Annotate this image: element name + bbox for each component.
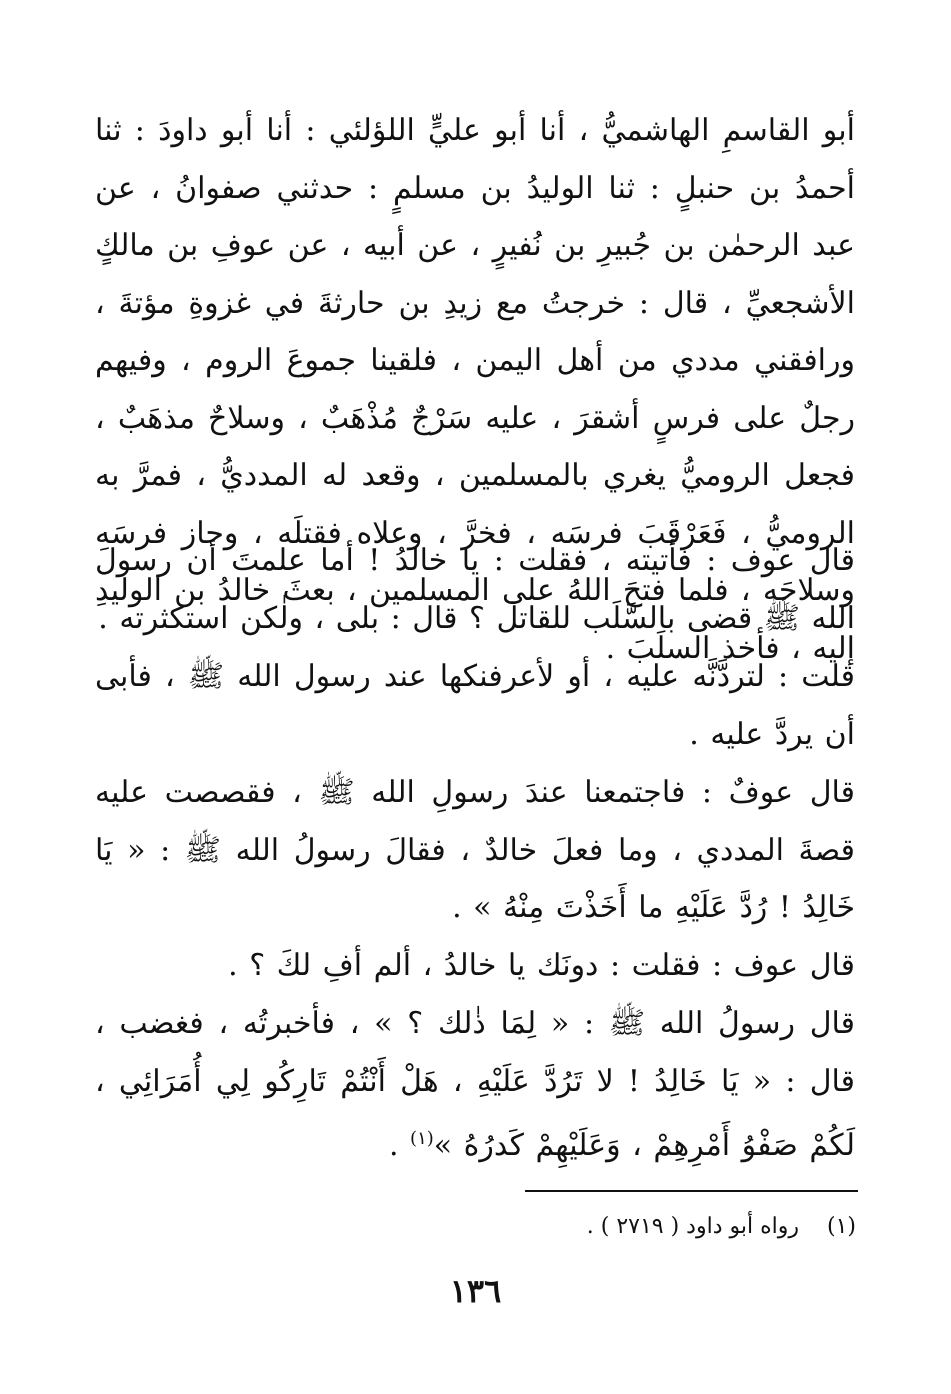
paragraph-5: قال عوف : فقلت : دونَك يا خالدُ ، ألم أفِ لكَ ؟ . bbox=[228, 948, 855, 983]
paragraph-6 bbox=[95, 995, 855, 1175]
paragraph-6-text: قال رسولُ الله ﷺ : « لِمَا ذٰلك ؟ » ، فأخبرتُه ، فغضب ، قال : « يَا خَالِدُ ! لا تَرُدَّ عَلَيْهِ ، هَلْ أَنْتُمْ تَارِكُو لِي أُمَرَائِي ، لَكُمْ صَفْوُ أَمْرِهِمْ ، وَعَلَيْهِمْ كَدرُهُ » bbox=[95, 1006, 855, 1163]
page-number: ١٣٦ bbox=[449, 1272, 502, 1310]
footnote bbox=[356, 1212, 856, 1242]
paragraph-2: قال عوف : فأتيته ، فقلت : يا خالدُ ! أما علمتَ أن رسولَ الله ﷺ قضى بالسَّلَب للقاتل ؟ قال : بلى ، ولٰكن استكثرته . bbox=[95, 543, 855, 636]
footnote-reference[interactable]: (١) bbox=[410, 1128, 434, 1149]
footnote-divider bbox=[525, 1190, 858, 1192]
footnote-text: رواه أبو داود ( ٢٧١٩ ) . bbox=[586, 1214, 799, 1239]
paragraph-3: قلت : لتردَّنَّه عليه ، أو لأعرفنكها عند رسول الله ﷺ ، فأبى أن يردَّ عليه . bbox=[95, 659, 855, 752]
paragraph-6-tail: . bbox=[388, 1128, 411, 1163]
paragraph-4: قال عوفٌ : فاجتمعنا عندَ رسولِ الله ﷺ ، فقصصت عليه قصةَ المددي ، وما فعلَ خالدٌ ، فقالَ رسولُ الله ﷺ : « يَا خَالِدُ ! رُدَّ عَلَيْهِ ما أَخَذْتَ مِنْهُ » . bbox=[95, 775, 855, 925]
footnote-number: (١) bbox=[826, 1214, 856, 1239]
paragraph-1: أبو القاسمِ الهاشميُّ ، أنا أبو عليٍّ اللؤلئي : أنا أبو داودَ : ثنا أحمدُ بن حنبلٍ : ثنا الوليدُ بن مسلمٍ : حدثني صفوانُ ، عن عبد الرحمٰن بن جُبيرِ بن نُفيرٍ ، عن أبيه ، عن عوفِ بن مالكٍ الأشجعيِّ ، قال : خرجتُ مع زيدِ بن حارثةَ في غزوةِ مؤتةَ ، ورافقني مددي من أهل اليمن ، فلقينا جموعَ الروم ، وفيهم رجلٌ على فرسٍ أشقرَ ، عليه سَرْجٌ مُذْهَبٌ ، وسلاحٌ مذهَبٌ ، فجعل الروميُّ يغري بالمسلمين ، وقعد له المدديُّ ، فمرَّ به الروميُّ ، فَعَرْقَبَ فرسَه ، فخرَّ ، وعلاه فقتلَه ، وحاز فرسَه وسلاحَه ، فلما فتحَ اللهُ على المسلمين ، بعثَ خالدُ بن الوليدِ إليه ، فأخذ السلَبَ . bbox=[95, 113, 856, 666]
